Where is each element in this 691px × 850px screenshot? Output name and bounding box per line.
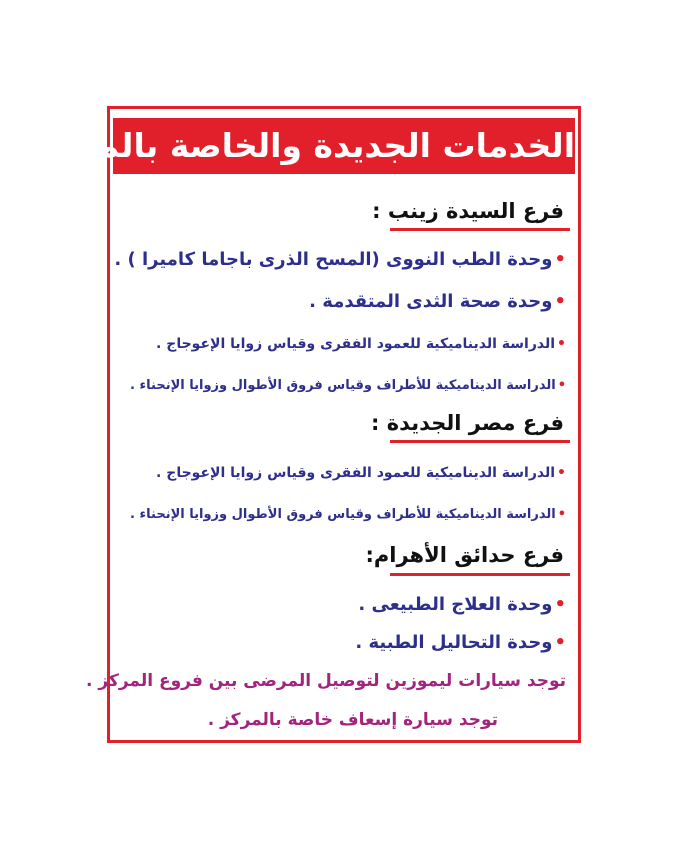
- list-item: •وحدة العلاج الطبيعى .: [114, 591, 566, 619]
- bullet-icon: •: [557, 378, 566, 393]
- bullet-icon: •: [557, 336, 566, 352]
- ambulance-note: توجد سيارة إسعاف خاصة بالمركز .: [207, 710, 498, 730]
- bullet-icon: •: [554, 291, 566, 312]
- bullet-icon: •: [554, 249, 566, 270]
- branch-heading-sayeda-zeinab: فرع السيدة زينب :: [372, 199, 564, 223]
- branch-underline: [390, 440, 570, 443]
- branch-underline: [390, 228, 570, 231]
- list-item: •الدراسة الديناميكية للأطراف وقياس فروق الأطوال وزوايا الإنحناء .: [114, 372, 566, 400]
- list-item: •وحدة الطب النووى (المسح الذرى باجاما كاميرا ) .: [114, 246, 566, 274]
- list-item: •وحدة التحاليل الطبية .: [114, 629, 566, 657]
- list-item: •الدراسة الديناميكية للعمود الفقرى وقياس زوايا الإعوجاج .: [114, 459, 566, 487]
- bullet-icon: •: [554, 632, 566, 653]
- services-flyer: [14, 106, 581, 743]
- list-item: •الدراسة الديناميكية للعمود الفقرى وقياس زوايا الإعوجاج .: [114, 330, 566, 358]
- list-item: •الدراسة الديناميكية للأطراف وقياس فروق الأطوال وزوايا الإنحناء .: [114, 501, 566, 529]
- branch-heading-hadayek-el-ahram: فرع حدائق الأهرام:: [365, 543, 564, 567]
- branch-heading-heliopolis: فرع مصر الجديدة :: [370, 411, 564, 435]
- list-item: •وحدة صحة الثدى المتقدمة .: [114, 288, 566, 316]
- flyer-title: الخدمات الجديدة والخاصة بالمركز :: [113, 118, 575, 174]
- branch-underline: [390, 573, 570, 576]
- bullet-icon: •: [554, 594, 566, 615]
- limousine-note: توجد سيارات ليموزين لتوصيل المرضى بين فروع المركز .: [86, 671, 566, 691]
- bullet-icon: •: [557, 507, 566, 522]
- bullet-icon: •: [557, 465, 566, 481]
